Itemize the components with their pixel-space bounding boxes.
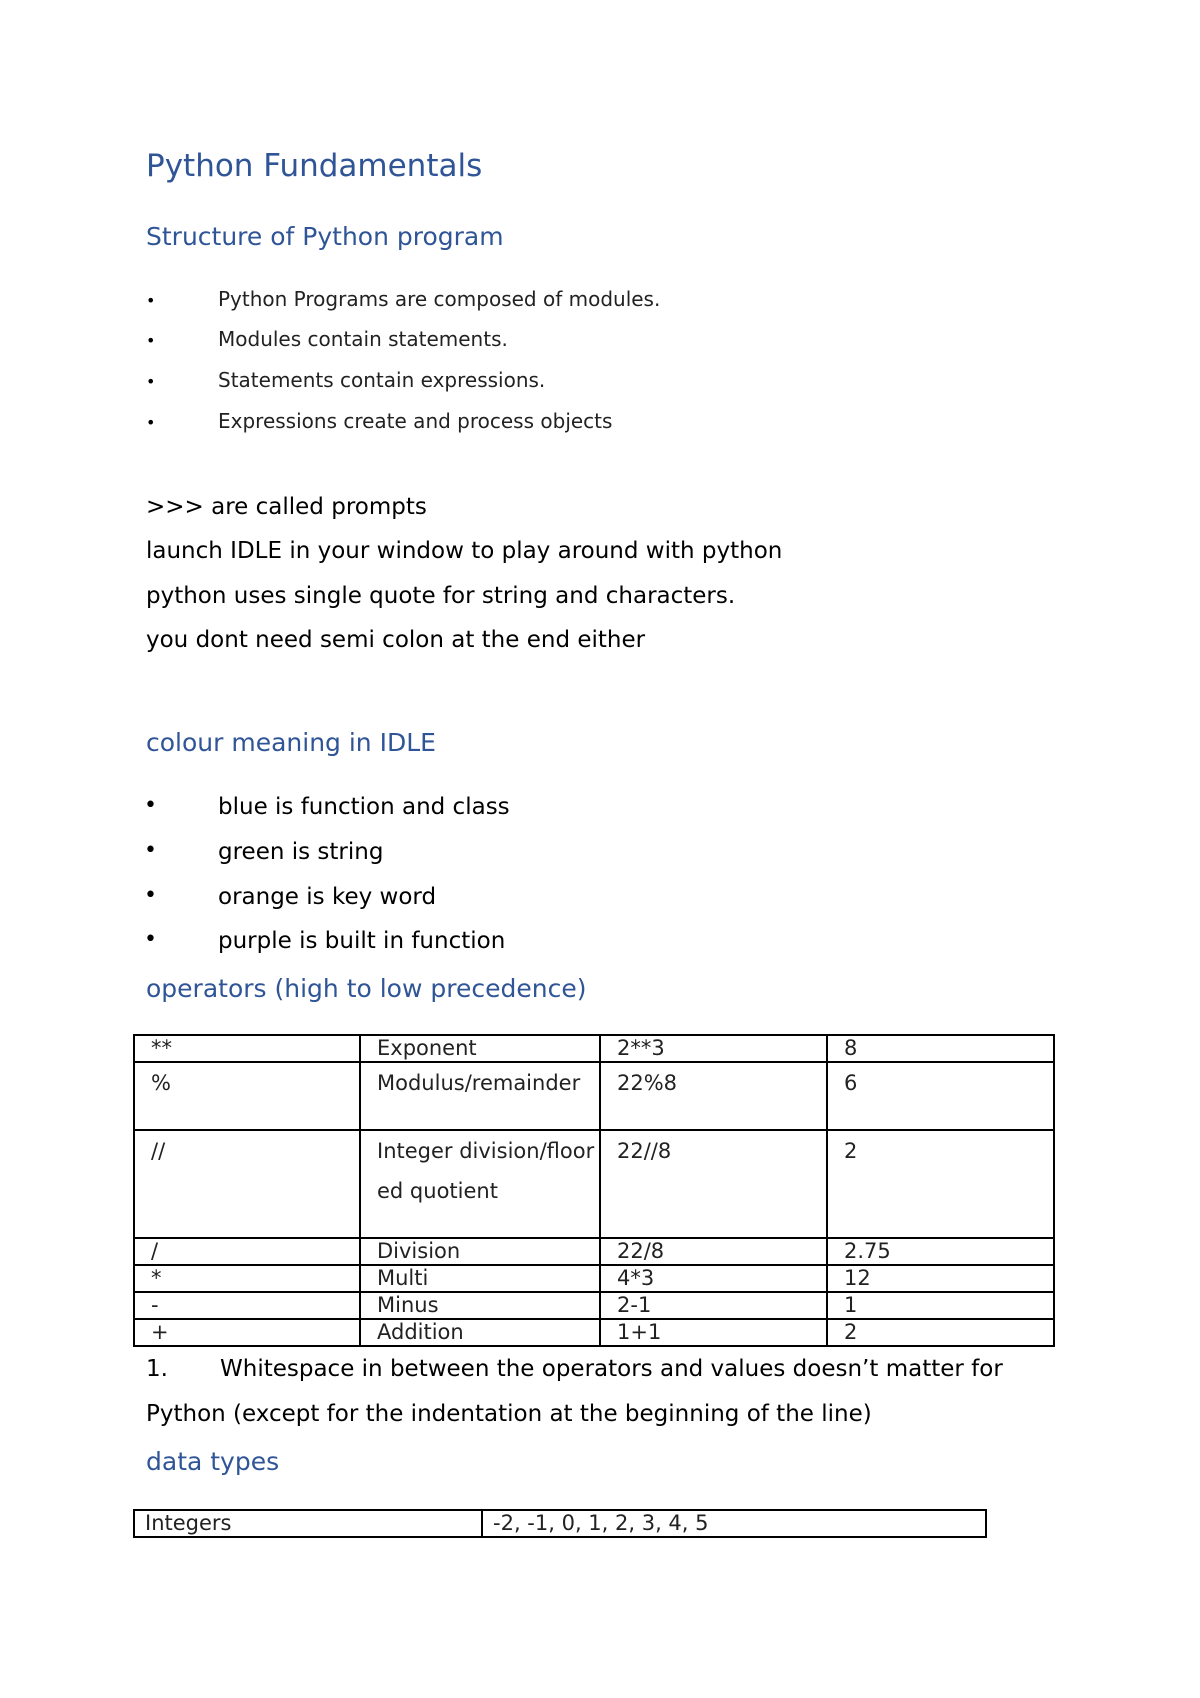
table-row (134, 1265, 1054, 1292)
note-line: python uses single quote for string and characters. (146, 583, 736, 609)
list-item: purple is built in function (218, 928, 506, 954)
list-item: orange is key word (218, 884, 437, 910)
note-number: 1. (146, 1356, 168, 1382)
table-row (134, 1292, 1054, 1319)
cell-text: 2 (844, 1320, 858, 1344)
data-types-heading: data types (146, 1447, 280, 1476)
table-row (134, 1238, 1054, 1265)
table-cell (600, 1238, 827, 1265)
table-cell (600, 1292, 827, 1319)
whitespace-note-line: Python (except for the indentation at the beginning of the line) (146, 1401, 872, 1427)
colour-heading: colour meaning in IDLE (146, 728, 436, 757)
table-cell: -2, -1, 0, 1, 2, 3, 4, 5 (482, 1510, 986, 1537)
table-cell (600, 1265, 827, 1292)
table-cell (134, 1035, 360, 1062)
cell-text: - (151, 1293, 159, 1317)
whitespace-note-line: Whitespace in between the operators and values doesn’t matter for (220, 1356, 1003, 1382)
operators-table (133, 1034, 1055, 1347)
table-cell (600, 1035, 827, 1062)
cell-text: 22//8 (617, 1139, 672, 1163)
table-cell (360, 1238, 600, 1265)
table-cell (827, 1265, 1054, 1292)
table-cell (134, 1319, 360, 1346)
cell-text: 12 (844, 1266, 871, 1290)
list-item: Expressions create and process objects (218, 409, 613, 433)
table-cell (134, 1130, 360, 1238)
cell-text: + (151, 1320, 169, 1344)
cell-text: 1 (844, 1293, 858, 1317)
table-cell (134, 1062, 360, 1130)
cell-text: 6 (844, 1071, 858, 1095)
cell-text: 2**3 (617, 1036, 665, 1060)
data-types-table (133, 1509, 987, 1538)
cell-text: Minus (377, 1293, 439, 1317)
bullet-icon: • (146, 291, 156, 310)
cell-text: % (151, 1071, 171, 1095)
cell-text: 8 (844, 1036, 858, 1060)
cell-text: // (151, 1139, 166, 1163)
cell-text: ** (151, 1036, 172, 1060)
table-cell (360, 1130, 600, 1238)
cell-text: 4*3 (617, 1266, 655, 1290)
cell-text: 22%8 (617, 1071, 678, 1095)
cell-text: Exponent (377, 1036, 477, 1060)
list-item: green is string (218, 839, 384, 865)
table-cell (827, 1062, 1054, 1130)
table-cell (360, 1292, 600, 1319)
operators-heading: operators (high to low precedence) (146, 974, 587, 1003)
bullet-icon: • (144, 838, 157, 863)
table-cell (134, 1265, 360, 1292)
cell-text: 2 (844, 1139, 858, 1163)
table-row (134, 1062, 1054, 1130)
list-item: Statements contain expressions. (218, 368, 546, 392)
cell-text: Addition (377, 1320, 464, 1344)
cell-text: 2-1 (617, 1293, 652, 1317)
table-cell (360, 1062, 600, 1130)
table-cell (360, 1035, 600, 1062)
table-row (134, 1319, 1054, 1346)
table-row (134, 1510, 986, 1537)
table-cell: Integers (134, 1510, 482, 1537)
bullet-icon: • (146, 331, 156, 350)
structure-heading: Structure of Python program (146, 222, 504, 251)
table-row (134, 1035, 1054, 1062)
bullet-icon: • (146, 372, 156, 391)
table-cell (600, 1062, 827, 1130)
cell-text: Integer division/floored quotient (377, 1139, 595, 1203)
table-cell (827, 1130, 1054, 1238)
note-line: you dont need semi colon at the end either (146, 627, 646, 653)
list-item: Python Programs are composed of modules. (218, 287, 661, 311)
table-cell (827, 1319, 1054, 1346)
table-cell (827, 1292, 1054, 1319)
bullet-icon: • (144, 883, 157, 908)
table-cell (134, 1292, 360, 1319)
cell-text: * (151, 1266, 162, 1290)
cell-text: 2.75 (844, 1239, 891, 1263)
table-cell (827, 1035, 1054, 1062)
table-cell (600, 1130, 827, 1238)
page-title: Python Fundamentals (146, 148, 483, 184)
cell-text: Division (377, 1239, 461, 1263)
bullet-icon: • (144, 927, 157, 952)
note-line: >>> are called prompts (146, 494, 427, 520)
cell-text: 1+1 (617, 1320, 662, 1344)
cell-text: 22/8 (617, 1239, 665, 1263)
table-cell (360, 1319, 600, 1346)
cell-text: / (151, 1239, 159, 1263)
table-cell (827, 1238, 1054, 1265)
cell-text: Modulus/remainder (377, 1071, 581, 1095)
cell-text: Multi (377, 1266, 429, 1290)
table-row (134, 1130, 1054, 1238)
bullet-icon: • (144, 793, 157, 818)
table-cell (134, 1238, 360, 1265)
bullet-icon: • (146, 413, 156, 432)
list-item: blue is function and class (218, 794, 510, 820)
list-item: Modules contain statements. (218, 327, 508, 351)
note-line: launch IDLE in your window to play around with python (146, 538, 783, 564)
table-cell (600, 1319, 827, 1346)
table-cell (360, 1265, 600, 1292)
